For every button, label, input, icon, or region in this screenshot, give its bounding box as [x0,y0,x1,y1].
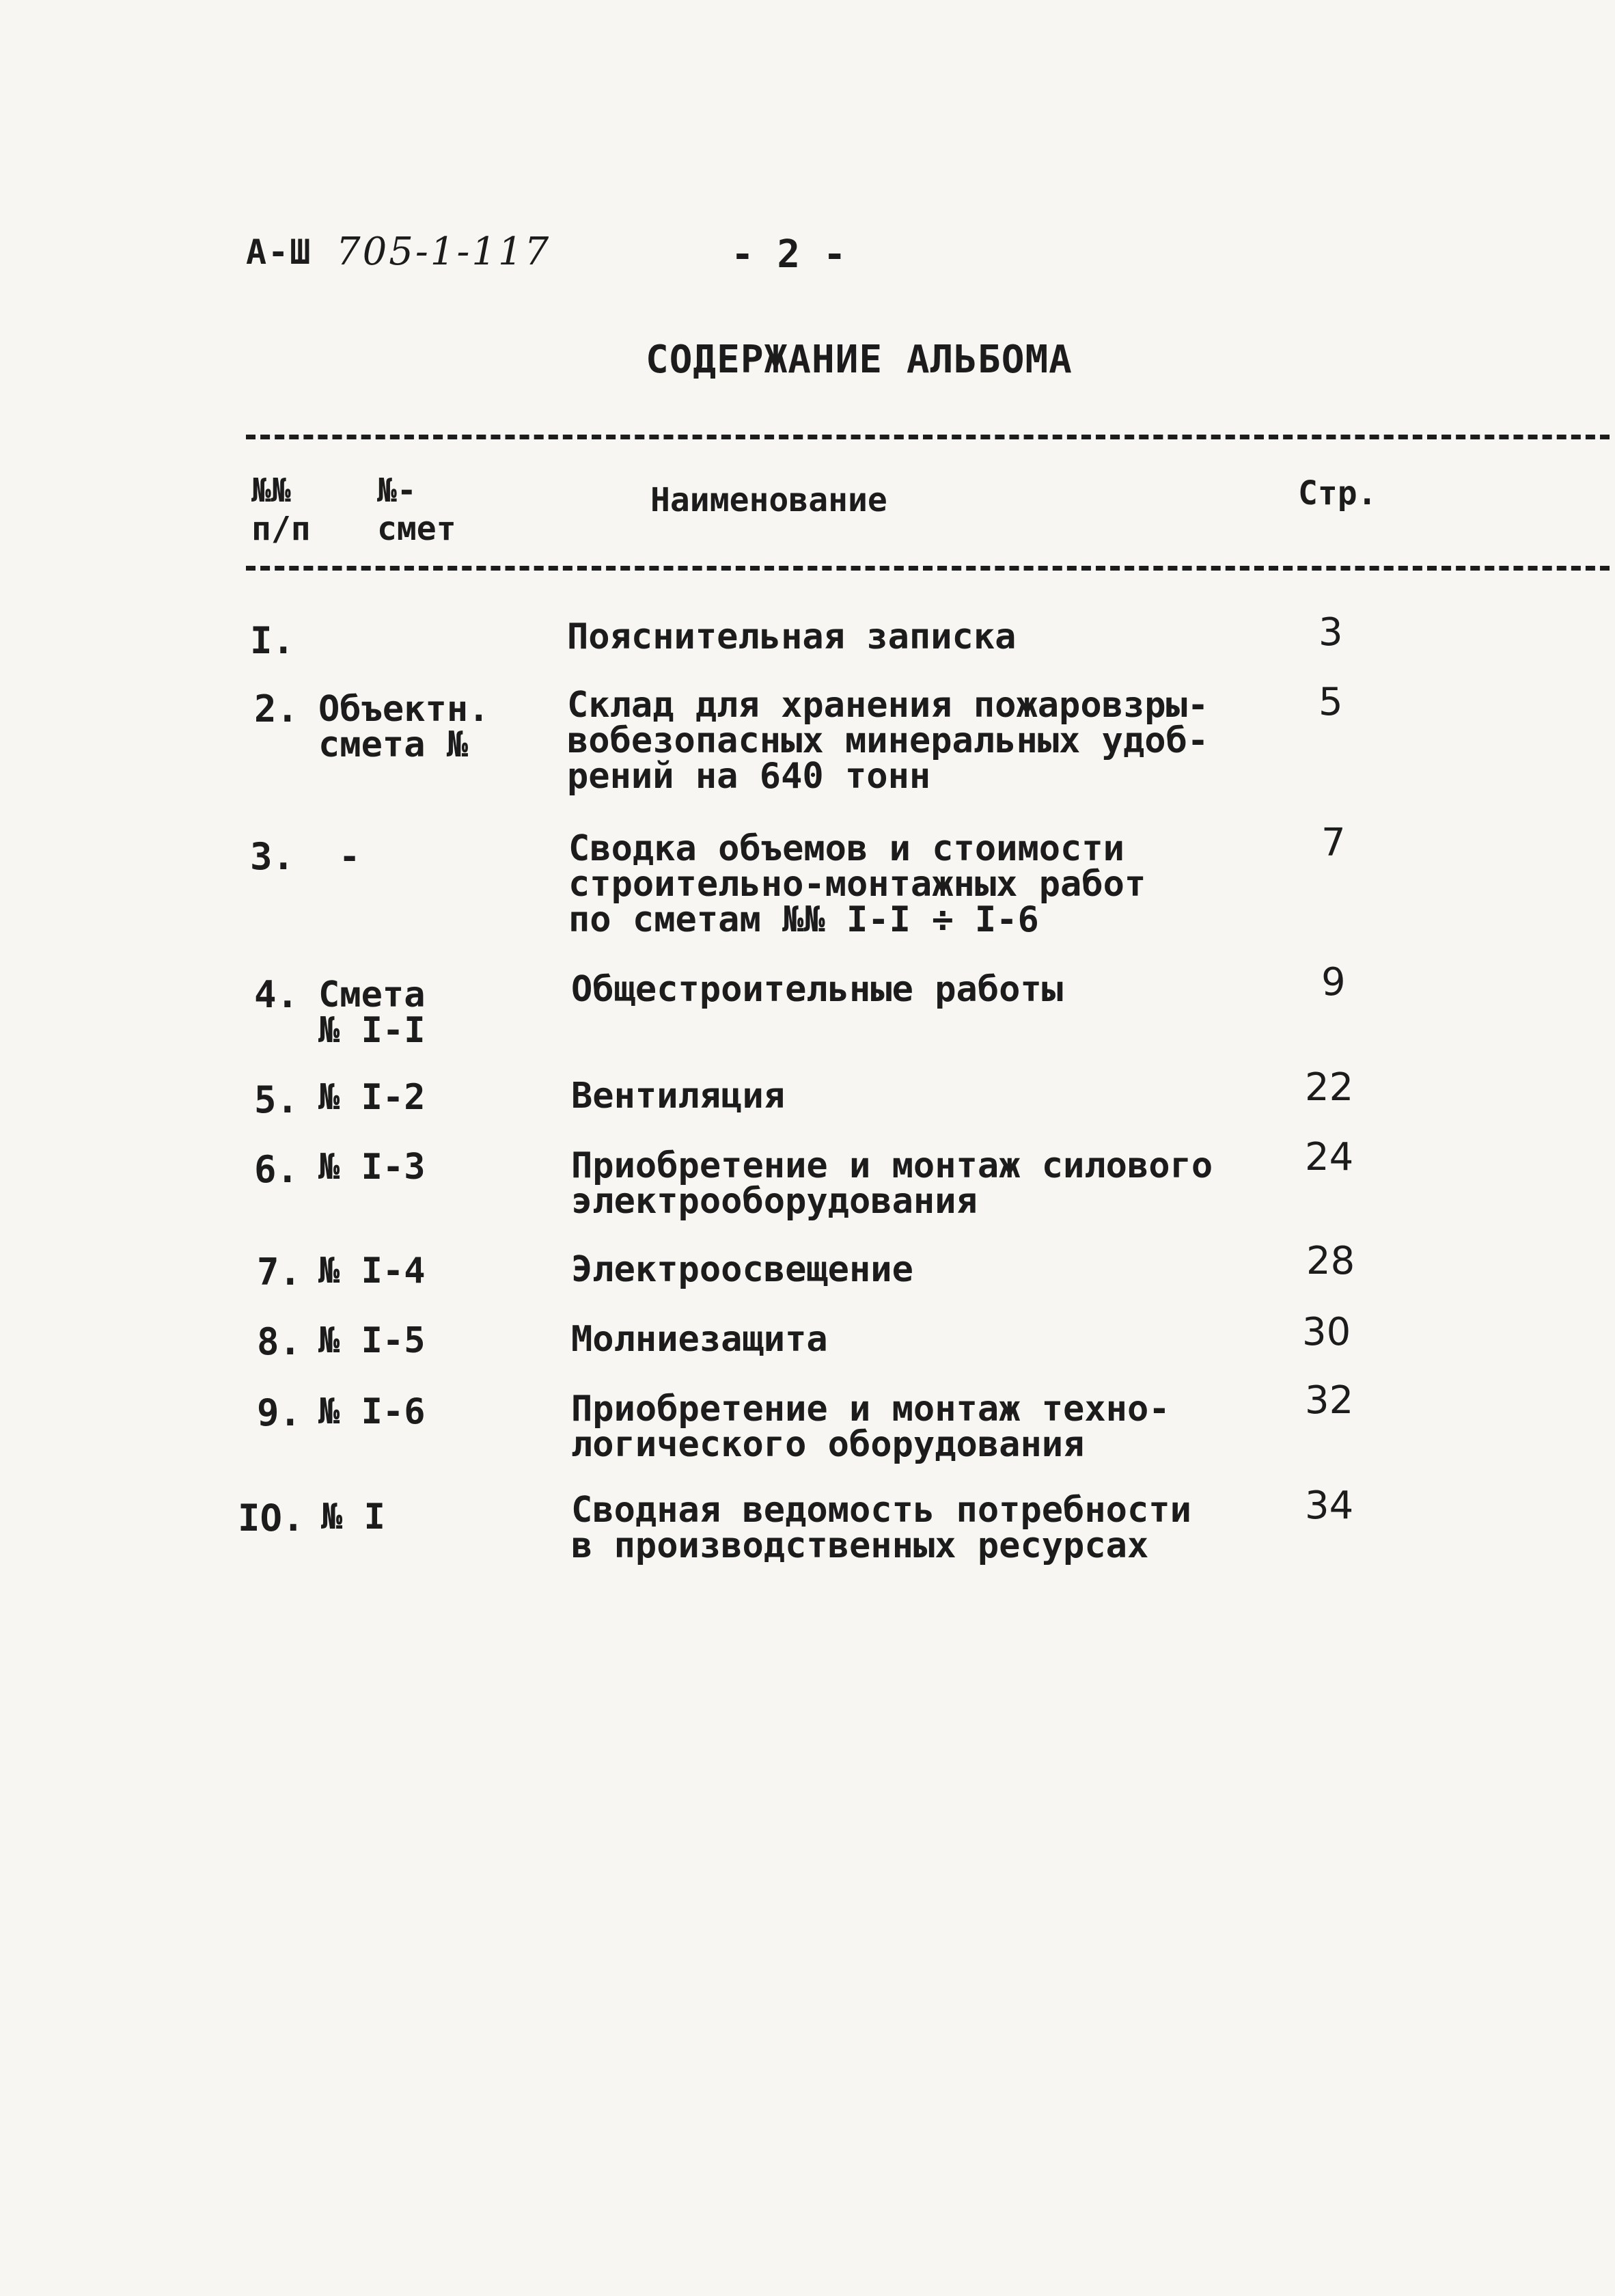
row-page: 28 [1306,1239,1355,1283]
row-page: 3 [1319,610,1343,655]
row-name: Сводная ведомость потребности в производственных ресурсах [571,1490,1191,1566]
row-name: Общестроительные работы [571,969,1064,1010]
row-estimate: Объектн. смета № [318,689,490,765]
page-number: - 2 - [731,232,846,277]
row-num: 5. [254,1078,299,1121]
row-num: 6. [254,1148,299,1191]
row-name: Молниезащита [571,1319,828,1360]
handwritten-project-number: 705-1-117 [336,230,551,274]
row-page: 32 [1305,1378,1354,1423]
row-name: Склад для хранения пожаровзры- вобезопасных минеральных удоб- рений на 640 тонн [567,685,1209,797]
row-num: 4. [254,973,299,1016]
row-num: 8. [257,1320,302,1363]
row-num: I. [250,619,295,662]
row-estimate: № I-6 [318,1391,426,1432]
row-page: 9 [1321,960,1346,1004]
row-name: Пояснительная записка [567,616,1017,657]
row-page: 5 [1319,680,1343,724]
row-estimate: № I-3 [318,1147,426,1188]
row-num: 2. [254,687,299,730]
row-num: 3. [250,835,295,878]
document-code: А-Ш [246,232,312,272]
row-estimate: № I [321,1496,385,1538]
row-estimate: № I-2 [318,1077,426,1118]
row-page: 22 [1305,1065,1354,1110]
column-header-name: Наименование [650,481,887,519]
row-num: 9. [257,1391,302,1434]
row-page: 7 [1321,821,1346,865]
column-header-page: Стр. [1298,474,1377,512]
row-page: 30 [1302,1310,1351,1354]
row-estimate: № I-4 [318,1250,426,1292]
row-page: 24 [1305,1135,1354,1179]
row-name: Сводка объемов и стоимости строительно-монтажных работ по сметам №№ I-I ÷ I-6 [568,828,1146,940]
header-bottom-rule [246,566,1610,571]
row-estimate: № I-5 [318,1320,426,1361]
row-num: 7. [257,1250,302,1294]
row-estimate: Смета № I-I [318,974,426,1051]
column-header-estimate: №- смет [377,472,456,548]
row-name: Приобретение и монтаж техно- логического оборудования [571,1389,1170,1465]
header-top-rule [246,435,1610,439]
row-name: Вентиляция [571,1076,786,1117]
row-name: Электроосвещение [571,1249,913,1290]
row-page: 34 [1305,1484,1354,1528]
row-name: Приобретение и монтаж силового электрооборудования [571,1145,1213,1222]
row-num: IO. [238,1496,305,1540]
page-title: СОДЕРЖАНИЕ АЛЬБОМА [646,338,1073,382]
row-estimate: - [339,836,361,877]
column-header-num: №№ п/п [251,472,311,548]
